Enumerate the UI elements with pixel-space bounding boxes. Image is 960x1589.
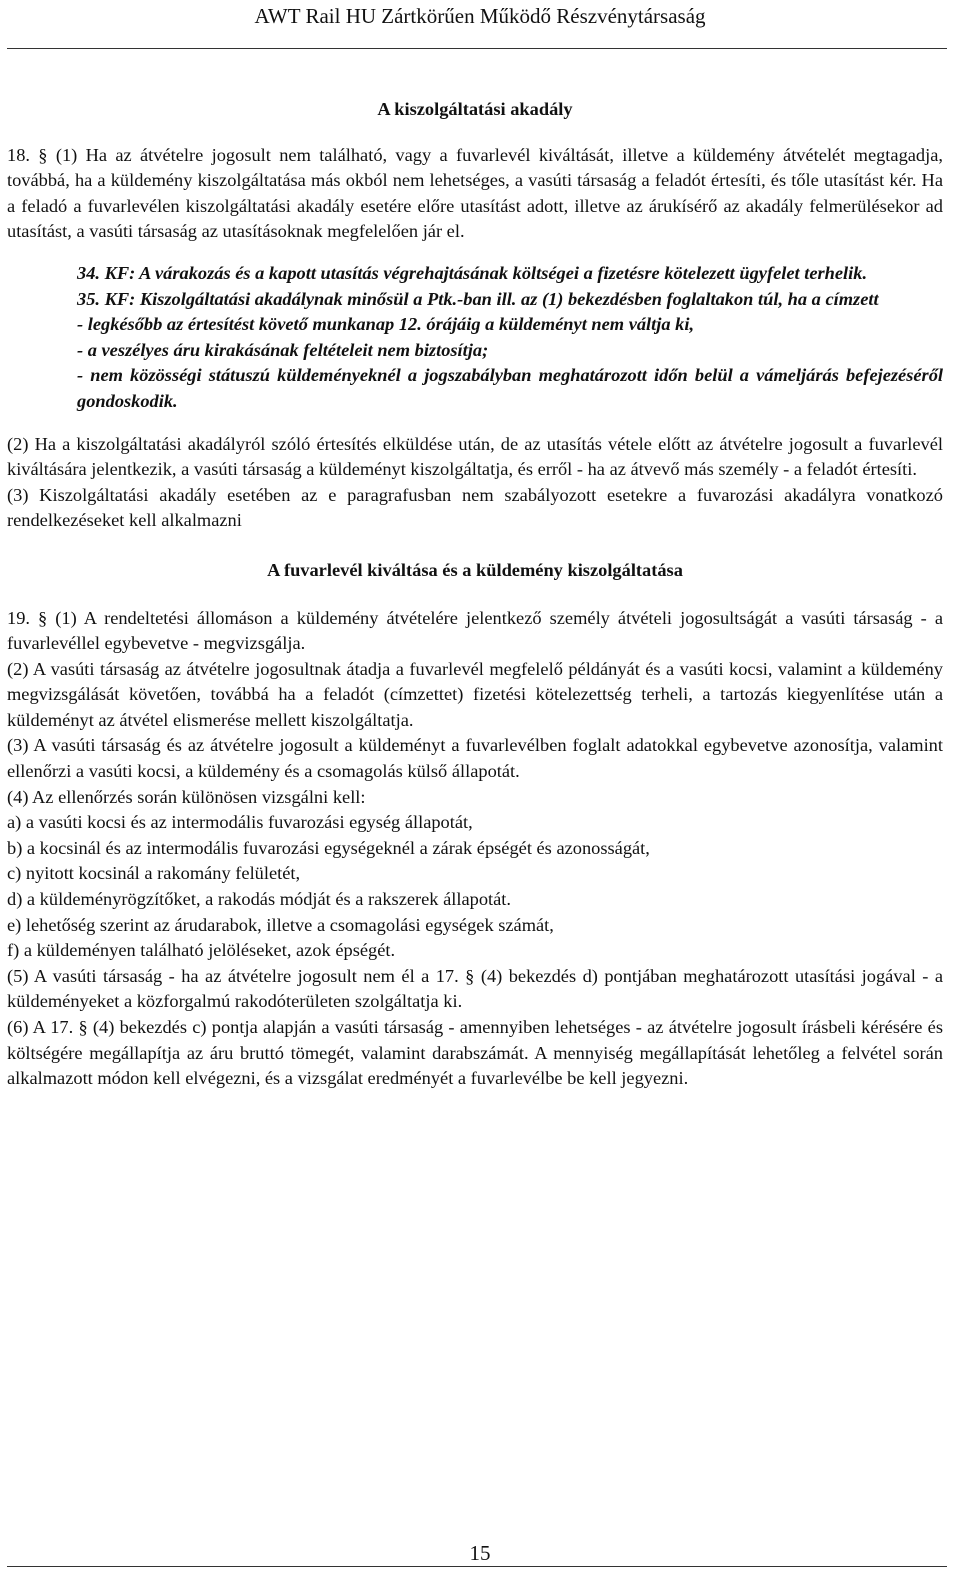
paragraph-19-5: (5) A vasúti társaság - ha az átvételre jogosult nem él a 17. § (4) bekezdés d) pontjában meghatározott utasítási jogával - a küldeményeket a közforgalmú rakodóterületen szolgáltatja ki.: [7, 965, 943, 1012]
section-title-fuvarlevel-kivaltasa: A fuvarlevél kiváltása és a küldemény kiszolgáltatása: [267, 559, 683, 580]
section-title-kiszolgaltatasi-akadaly: A kiszolgáltatási akadály: [377, 99, 573, 119]
list-item: c) nyitott kocsinál a rakomány felületét,: [7, 863, 301, 884]
kf-note-35-item: - nem közösségi státuszú küldeményeknél a jogszabályban meghatározott időn belül a vámeljárás befejezéséről gondoskodik.: [77, 365, 943, 411]
running-header: AWT Rail HU Zártkörűen Működő Részvénytársaság: [254, 4, 706, 28]
paragraph-18-2: (2) Ha a kiszolgáltatási akadályról szóló értesítés elküldése után, de az utasítás vétele előtt az átvételre jogosult a fuvarlevél kiváltására jelentkezik, a vasúti társaság a küldeményt kiszolgáltatja, és erről - ha az átvevő más személy - a feladót értesíti.: [7, 433, 943, 480]
header-rule: [7, 48, 947, 49]
footer-rule: [7, 1566, 947, 1567]
page-number: 15: [469, 1541, 491, 1565]
list-item: f) a küldeményen található jelöléseket, azok épségét.: [7, 940, 396, 961]
kf-note-34: 34. KF: A várakozás és a kapott utasítás végrehajtásának költségei a fizetésre kötelezett ügyfelet terhelik.: [77, 262, 868, 283]
paragraph-19-3: (3) A vasúti társaság és az átvételre jogosult a küldeményt a fuvarlevélben foglalt adatokkal egybevetve azonosítja, valamint ellenőrzi a vasúti kocsi, a küldemény és a csomagolás külső állapotát.: [7, 735, 943, 782]
kf-note-35-item: - a veszélyes áru kirakásának feltételeit nem biztosítja;: [77, 339, 489, 360]
paragraph-19-1: 19. § (1) A rendeltetési állomáson a küldemény átvételére jelentkező személy átvételi jogosultságát a vasúti társaság - a fuvarlevéllel egybevetve - megvizsgálja.: [7, 607, 943, 654]
paragraph-19-4: (4) Az ellenőrzés során különösen vizsgálni kell:: [7, 786, 366, 807]
list-item: d) a küldeményrögzítőket, a rakodás módját és a rakszerek állapotát.: [7, 889, 512, 910]
list-item: e) lehetőség szerint az árudarabok, illetve a csomagolási egységek számát,: [7, 914, 554, 935]
document-body: [7, 97, 943, 1092]
kf-notes: [7, 261, 943, 415]
list-item: a) a vasúti kocsi és az intermodális fuvarozási egység állapotát,: [7, 812, 473, 833]
paragraph-18-3: (3) Kiszolgáltatási akadály esetében az e paragrafusban nem szabályozott esetekre a fuvarozási akadályra vonatkozó rendelkezéseket kell alkalmazni: [7, 484, 943, 531]
paragraph-18-1: 18. § (1) Ha az átvételre jogosult nem található, vagy a fuvarlevél kiváltását, illetve a küldemény átvételét megtagadja, továbbá, ha a küldemény kiszolgáltatása más okból nem lehetséges, a vasúti társaság a feladót értesíti, és tőle utasítást kér. Ha a feladó a fuvarlevélen kiszolgáltatási akadály esetére előre utasítást adott, illetve az árukísérő az akadály felmerülésekor ad utasítást, a vasúti társaság az utasításoknak megfelelően jár el.: [7, 144, 943, 242]
kf-note-35-item: - legkésőbb az értesítést követő munkanap 12. órájáig a küldeményt nem váltja ki,: [77, 314, 695, 335]
kf-note-35: 35. KF: Kiszolgáltatási akadálynak minősül a Ptk.-ban ill. az (1) bekezdésben foglaltakon túl, ha a címzett: [77, 288, 879, 309]
paragraph-19-2: (2) A vasúti társaság az átvételre jogosultnak átadja a fuvarlevél megfelelő példányát és a vasúti kocsi, valamint a küldemény megvizsgálását követően, továbbá ha a feladót (címzettet) fizetési kötelezettség terheli, a tartozás kiegyenlítése után a küldeményt az átvétel elismerése mellett kiszolgáltatja.: [7, 658, 943, 730]
list-item: b) a kocsinál és az intermodális fuvarozási egységeknél a zárak épségét és azonosságát,: [7, 837, 650, 858]
paragraph-19-6: (6) A 17. § (4) bekezdés c) pontja alapján a vasúti társaság - amennyiben lehetséges - az átvételre jogosult írásbeli kérésére és költségére megállapítja az áru bruttó tömegét, valamint darabszámát. A mennyiség megállapítását lehetőleg a felvétel során alkalmazott módon kell elvégezni, és a vizsgálat eredményét a fuvarlevélbe be kell jegyezni.: [7, 1017, 943, 1089]
